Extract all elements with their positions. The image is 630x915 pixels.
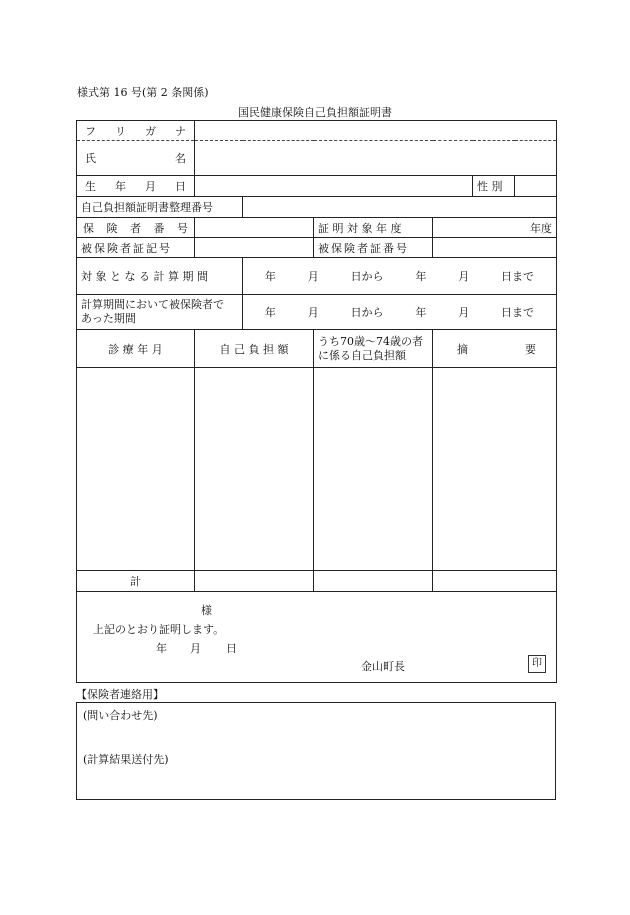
calc-period-label: 対 象 と な る 計 算 期 間: [77, 258, 243, 295]
self-pay-column[interactable]: [195, 368, 314, 571]
document-title: 国民健康保険自己負担額証明書: [238, 106, 392, 119]
total-label: 計: [77, 571, 195, 592]
name-label: 氏 名: [77, 141, 195, 176]
date-year: 年: [156, 642, 167, 655]
certification-section: [77, 592, 557, 683]
insured-number-field[interactable]: [433, 238, 557, 258]
cert-number-label: 自己負担額証明書整理番号: [77, 197, 243, 218]
certification-statement: 上記のとおり証明します。: [93, 623, 225, 636]
birthdate-label: 生 年 月 日: [77, 176, 195, 197]
insured-symbol-label: 被保険者証記号: [77, 238, 195, 258]
header-self-pay: 自 己 負 担 額: [195, 330, 314, 368]
treatment-month-column[interactable]: [77, 368, 195, 571]
insurer-number-label: 保 険 者 番 号: [77, 218, 195, 238]
remarks-column[interactable]: [433, 368, 557, 571]
form-number-label: 様式第 16 号(第 2 条関係): [77, 86, 209, 99]
cert-year-field[interactable]: [433, 218, 557, 238]
date-day: 日: [226, 642, 237, 655]
seal-mark: 印: [528, 655, 546, 673]
gender-label: 性 別: [473, 176, 515, 197]
cert-year-label: 証 明 対 象 年 度: [314, 218, 433, 238]
furigana-field[interactable]: [195, 121, 557, 141]
gender-field[interactable]: [515, 176, 557, 197]
insurer-number-field[interactable]: [195, 218, 314, 238]
total-self-pay-field[interactable]: [195, 571, 314, 592]
send-to-label: (計算結果送付先): [83, 753, 169, 766]
header-remarks: 摘 要: [433, 330, 557, 368]
header-treatment-month: 診 療 年 月: [77, 330, 195, 368]
header-age-70-74: うち70歳〜74歳の者 に係る自己負担額: [314, 330, 433, 368]
total-age-field[interactable]: [314, 571, 433, 592]
inquiry-label: (問い合わせ先): [83, 709, 158, 722]
furigana-label: フ リ ガ ナ: [77, 121, 195, 141]
certificate-table: [76, 120, 557, 683]
insured-period-label: 計算期間において被保険者で あった期間: [77, 295, 243, 330]
date-month: 月: [190, 642, 201, 655]
year-suffix: 年度: [530, 221, 552, 235]
insured-period-field[interactable]: 年 月 日から 年 月 日まで: [243, 295, 557, 330]
insured-symbol-field[interactable]: [195, 238, 314, 258]
cert-number-field[interactable]: [243, 197, 557, 218]
calc-period-field[interactable]: 年 月 日から 年 月 日まで: [243, 258, 557, 295]
issuer-name: 金山町長: [361, 660, 405, 673]
name-field[interactable]: [195, 141, 557, 176]
total-remarks-field[interactable]: [433, 571, 557, 592]
contact-box: [76, 702, 556, 800]
contact-section-title: 【保険者連絡用】: [76, 688, 164, 701]
insured-number-label: 被保険者証番号: [314, 238, 433, 258]
addressee-sama: 様: [201, 604, 212, 617]
age-70-74-column[interactable]: [314, 368, 433, 571]
birthdate-field[interactable]: [195, 176, 473, 197]
